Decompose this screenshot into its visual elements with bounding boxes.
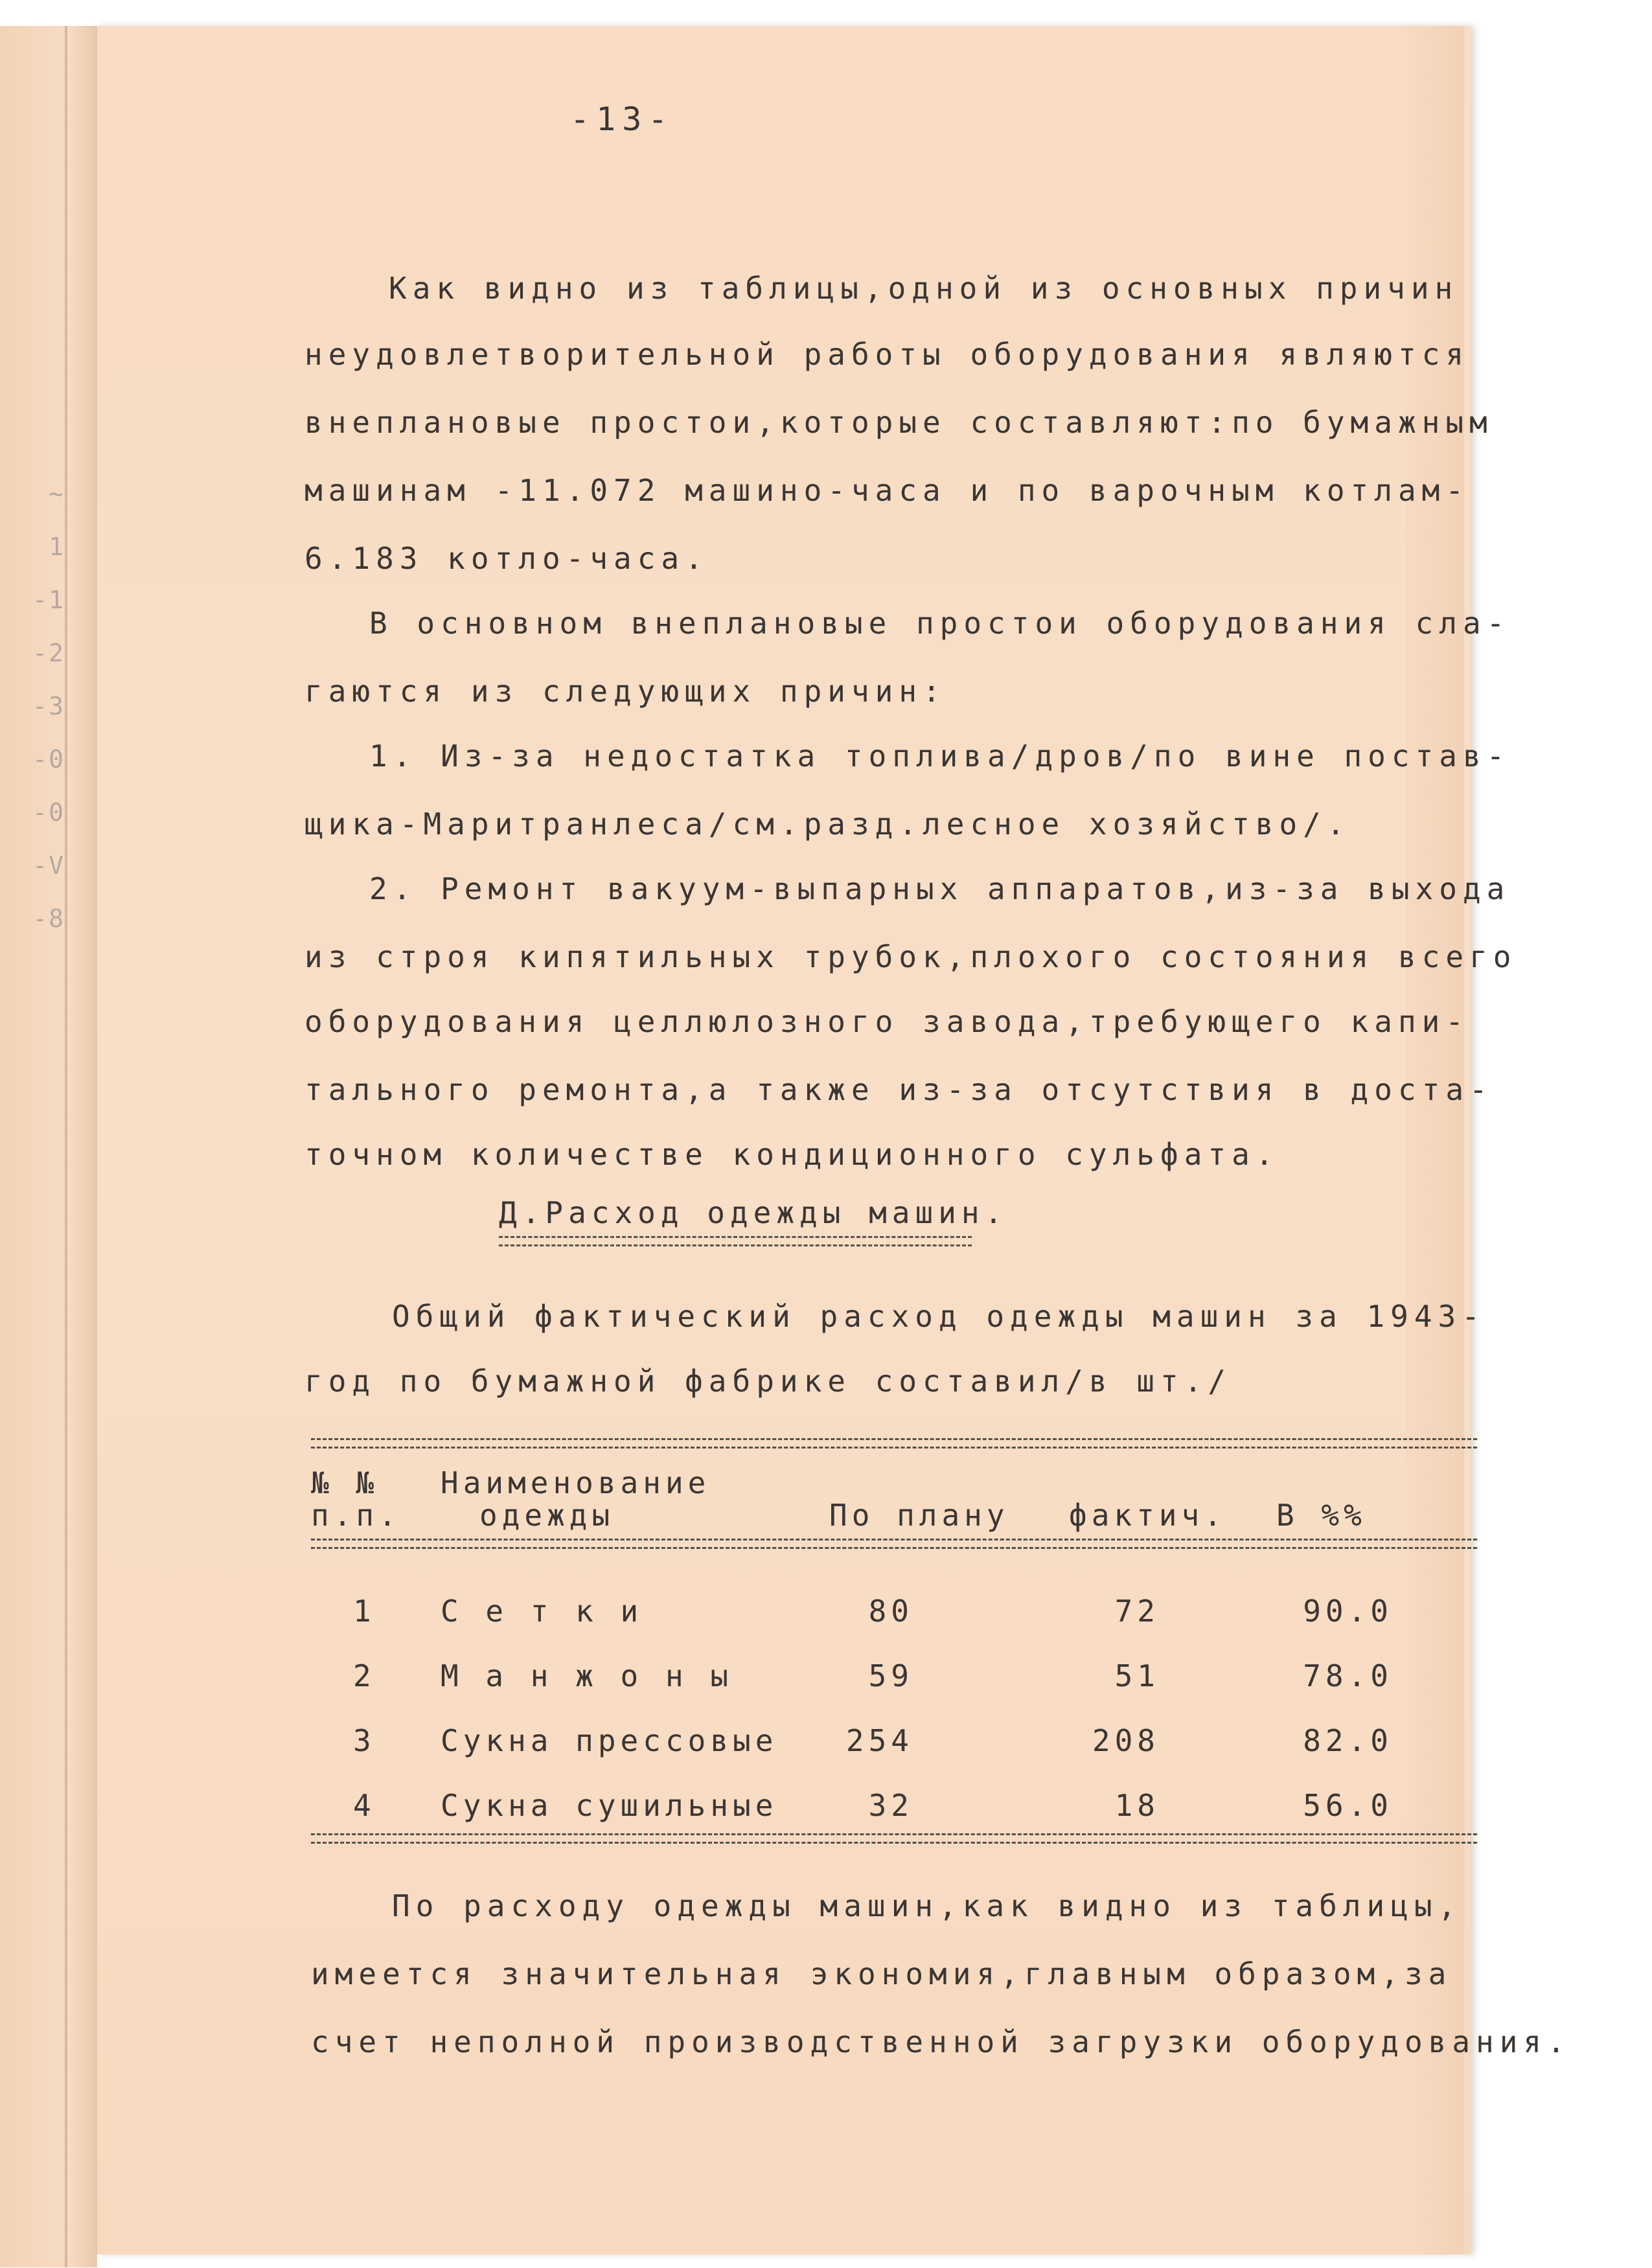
- row-plan: 254: [845, 1723, 913, 1758]
- row-name: Сукна сушильные: [441, 1788, 778, 1823]
- section-heading: Д.Расход одежды машин.: [499, 1195, 1008, 1230]
- list-item-line: щика-Маритранлеса/см.разд.лесное хозяйство/.: [304, 807, 1351, 842]
- header-name-2: одежды: [479, 1498, 615, 1533]
- list-item-line: точном количестве кондиционного сульфата.: [304, 1137, 1279, 1172]
- list-item-line: оборудования целлюлозного завода,требующего капи-: [304, 1004, 1470, 1039]
- heading-underline: [499, 1236, 972, 1246]
- row-number: 4: [353, 1788, 376, 1823]
- margin-mark: ~: [49, 479, 65, 508]
- table-bottom-rule: [311, 1833, 1477, 1844]
- paragraph-line: неудовлетворительной работы оборудования являются: [304, 337, 1470, 372]
- row-number: 1: [353, 1594, 376, 1629]
- page-fold: [65, 26, 67, 2267]
- row-plan: 32: [868, 1788, 913, 1823]
- row-fact: 72: [1114, 1594, 1160, 1629]
- row-fact: 18: [1114, 1788, 1160, 1823]
- list-item-line: 1. Из-за недостатка топлива/дров/по вине постав-: [369, 739, 1511, 773]
- header-plan: По плану: [829, 1498, 1009, 1533]
- row-plan: 80: [868, 1594, 913, 1629]
- row-name: Сукна прессовые: [441, 1723, 778, 1758]
- row-percent: 90.0: [1303, 1594, 1393, 1629]
- row-number: 2: [353, 1658, 376, 1693]
- header-name-1: Наименование: [441, 1465, 711, 1500]
- table-header-rule: [311, 1539, 1477, 1549]
- closing-line: По расходу одежды машин,как видно из таблицы,: [392, 1888, 1462, 1923]
- paragraph-line: Как видно из таблицы,одной из основных причин: [389, 271, 1459, 306]
- table-top-rule: [311, 1438, 1477, 1449]
- row-fact: 208: [1092, 1723, 1160, 1758]
- header-num-2: п.п.: [311, 1498, 401, 1533]
- paragraph-line: гаются из следующих причин:: [304, 674, 946, 709]
- paragraph-line: машинам -11.072 машино-часа и по варочным котлам-: [304, 473, 1470, 508]
- margin-mark: -2: [32, 639, 65, 667]
- row-plan: 59: [868, 1658, 913, 1693]
- row-name: М а н ж о н ы: [441, 1658, 733, 1693]
- closing-line: имеется значительная экономия,главным образом,за: [311, 1956, 1452, 1991]
- list-item-line: тального ремонта,а также из-за отсутствия в доста-: [304, 1072, 1493, 1107]
- header-fact: фактич.: [1069, 1498, 1226, 1533]
- previous-page-edge: [0, 26, 97, 2267]
- list-item-line: из строя кипятильных трубок,плохого состояния всего: [304, 939, 1517, 974]
- previous-page-marks: [0, 479, 91, 957]
- row-number: 3: [353, 1723, 376, 1758]
- paragraph-line: 6.183 котло-часа.: [304, 541, 709, 576]
- page-number: -13-: [570, 100, 674, 138]
- row-percent: 82.0: [1303, 1723, 1393, 1758]
- list-item-line: 2. Ремонт вакуум-выпарных аппаратов,из-за выхода: [369, 871, 1511, 906]
- closing-line: счет неполной производственной загрузки оборудования.: [311, 2024, 1571, 2059]
- row-fact: 51: [1114, 1658, 1160, 1693]
- intro-line: год по бумажной фабрике составил/в шт./: [304, 1364, 1232, 1399]
- row-percent: 78.0: [1303, 1658, 1393, 1693]
- paragraph-line: внеплановые простои,которые составляют:по бумажным: [304, 405, 1493, 440]
- margin-mark: -3: [32, 692, 65, 720]
- header-percent: В %%: [1276, 1498, 1366, 1533]
- intro-line: Общий фактический расход одежды машин за 1943-: [392, 1299, 1486, 1334]
- margin-mark: -0: [32, 745, 65, 773]
- margin-mark: 1: [49, 533, 65, 561]
- header-num-1: № №: [311, 1465, 379, 1500]
- margin-mark: -0: [32, 798, 65, 827]
- paragraph-line: В основном внеплановые простои оборудования сла-: [369, 606, 1511, 641]
- row-percent: 56.0: [1303, 1788, 1393, 1823]
- margin-mark: -8: [32, 904, 65, 933]
- row-name: С е т к и: [441, 1594, 643, 1629]
- margin-mark: -1: [32, 586, 65, 614]
- margin-mark: -V: [32, 851, 65, 880]
